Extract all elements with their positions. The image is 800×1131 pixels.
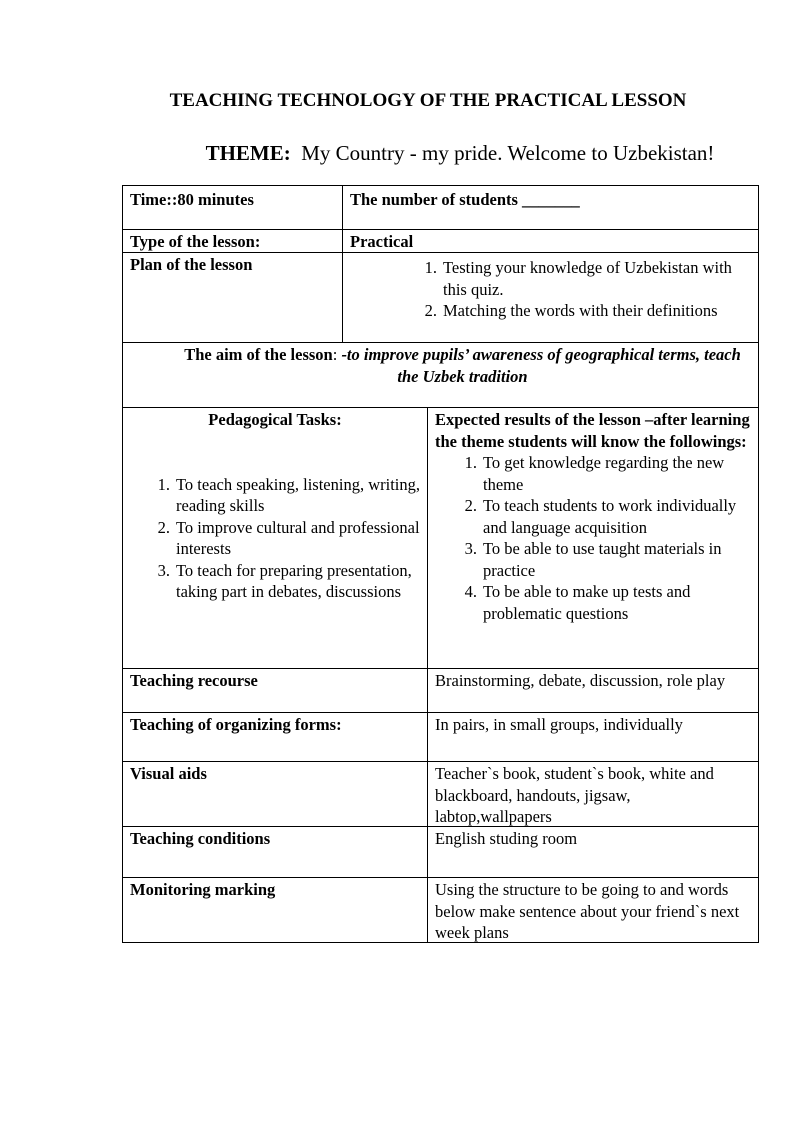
page-title: TEACHING TECHNOLOGY OF THE PRACTICAL LESSON — [169, 90, 687, 111]
aim-cell: The aim of the lesson: -to improve pupils’ awareness of geographical terms, teach the Uzbek tradition — [122, 342, 759, 408]
result-item-text: To be able to use taught materials in practice — [483, 539, 722, 580]
task-item: 2. To improve cultural and professional interests — [157, 517, 420, 558]
plan-item: 2. Matching the words with their definitions — [424, 301, 718, 320]
task-item-text: To teach speaking, listening, writing, reading skills — [176, 474, 421, 515]
row-label-organizing-forms: Teaching of organizing forms: — [122, 712, 428, 762]
plan-cell — [342, 252, 759, 343]
row-value-organizing-forms: In pairs, in small groups, individually — [427, 712, 759, 762]
lesson-type-label: Type of the lesson: — [122, 229, 343, 253]
tasks-cell — [122, 407, 428, 669]
row-label-visual-aids: Visual aids — [122, 761, 428, 827]
row-value-visual-aids: Teacher`s book, student`s book, white and blackboard, handouts, jigsaw, labtop,wallpapers — [427, 761, 759, 827]
theme-text: My Country - my pride. Welcome to Uzbekistan! — [301, 141, 715, 165]
lesson-type-value: Practical — [342, 229, 759, 253]
plan-item: 1. Testing your knowledge of Uzbekistan with this quiz. — [424, 258, 732, 299]
result-item-text: To get knowledge regarding the new theme — [483, 453, 725, 494]
row-label-monitoring-marking: Monitoring marking — [122, 877, 428, 943]
tasks-list — [130, 474, 420, 603]
task-item: 1. To teach speaking, listening, writing, reading skills — [157, 474, 421, 515]
row-label-teaching-conditions: Teaching conditions — [122, 826, 428, 878]
results-cell — [427, 407, 759, 669]
aim-text: -to improve pupils’ awareness of geographical terms, teach the Uzbek tradition — [341, 345, 741, 386]
tasks-header: Pedagogical Tasks: — [208, 410, 342, 429]
result-item: 2. To teach students to work individually and language acquisition — [464, 496, 737, 537]
students-cell: The number of students _______ — [342, 185, 759, 230]
results-list — [435, 452, 751, 624]
result-item: 4. To be able to make up tests and problematic questions — [464, 582, 691, 623]
result-item: 3. To be able to use taught materials in practice — [464, 539, 722, 580]
aim-label: The aim of the lesson — [184, 345, 333, 364]
task-item: 3. To teach for preparing presentation, taking part in debates, discussions — [157, 560, 412, 601]
result-item-text: To be able to make up tests and problematic questions — [483, 582, 691, 623]
row-value-monitoring-marking: Using the structure to be going to and words below make sentence about your friend`s next week plans — [427, 877, 759, 943]
results-header: Expected results of the lesson –after learning the theme students will know the followings: — [435, 410, 750, 451]
result-item-text: To teach students to work individually and language acquisition — [483, 496, 737, 537]
row-label-teaching-recourse: Teaching recourse — [122, 668, 428, 713]
plan-label: Plan of the lesson — [122, 252, 343, 343]
plan-list — [403, 257, 751, 322]
row-value-teaching-conditions: English studing room — [427, 826, 759, 878]
task-item-text: To improve cultural and professional interests — [176, 517, 420, 558]
lesson-theme — [0, 141, 800, 166]
task-item-text: To teach for preparing presentation, taking part in debates, discussions — [176, 560, 412, 601]
row-value-teaching-recourse: Brainstorming, debate, discussion, role play — [427, 668, 759, 713]
theme-label: THEME: — [205, 141, 291, 165]
result-item: 1. To get knowledge regarding the new theme — [464, 453, 725, 494]
plan-item-text: Testing your knowledge of Uzbekistan with this quiz. — [443, 258, 732, 299]
plan-item-text: Matching the words with their definitions — [443, 301, 718, 320]
time-cell: Time::80 minutes — [122, 185, 343, 230]
